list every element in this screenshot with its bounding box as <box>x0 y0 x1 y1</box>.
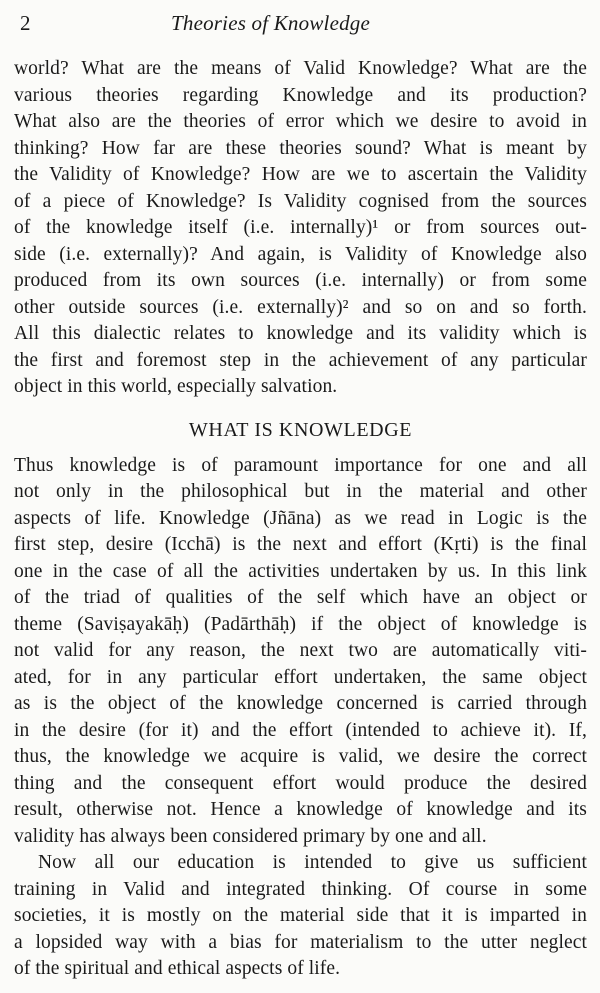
text-line: theme (Saviṣayakāḥ) (Padārthāḥ) if the object of knowledge is <box>14 613 587 635</box>
text-line: side (i.e. externally)? And again, is Validity of Knowledge also <box>14 243 587 265</box>
running-head <box>14 10 587 37</box>
text-line: thus, the knowledge we acquire is valid, we desire the correct <box>14 746 587 767</box>
running-header-title: Theories of Knowledge <box>170 11 371 35</box>
text-blocks <box>14 56 587 983</box>
text-line: What also are the theories of error which we desire to avoid in <box>14 111 587 132</box>
text-line: result, otherwise not. Hence a knowledge of knowledge and its <box>14 799 587 820</box>
text-line: validity has always been considered primary by one and all. <box>14 825 487 847</box>
text-line: the first and foremost step in the achievement of any particular <box>14 349 587 371</box>
text-line: thing and the consequent effort would produce the desired <box>14 772 587 794</box>
text-line: societies, it is mostly on the material side that it is imparted in <box>14 905 587 926</box>
text-line: not valid for any reason, the next two are automatically viti- <box>14 640 587 661</box>
text-line: of the knowledge itself (i.e. internally)¹ or from sources out- <box>14 217 587 238</box>
text-line: one in the case of all the activities undertaken by us. In this link <box>14 560 587 582</box>
text-line: as is the object of the knowledge concerned is carried through <box>14 693 587 714</box>
page-number: 2 <box>20 11 31 35</box>
text-line: Now all our education is intended to give us sufficient <box>38 852 587 873</box>
section-heading: WHAT IS KNOWLEDGE <box>188 418 413 441</box>
paragraph <box>14 56 587 401</box>
text-line: aspects of life. Knowledge (Jñāna) as we read in Logic is the <box>14 507 587 529</box>
text-line: of the spiritual and ethical aspects of life. <box>14 958 341 979</box>
text-line: first step, desire (Icchā) is the next and effort (Kṛti) is the final <box>14 534 587 555</box>
paragraph <box>14 850 587 983</box>
text-line: thinking? How far are these theories sound? What is meant by <box>14 137 587 159</box>
text-line: Thus knowledge is of paramount importance for one and all <box>14 454 587 476</box>
text-line: the Validity of Knowledge? How are we to ascertain the Validity <box>14 164 587 185</box>
text-line: other outside sources (i.e. externally)² and so on and so forth. <box>14 296 587 318</box>
text-line: produced from its own sources (i.e. internally) or from some <box>14 270 587 291</box>
text-line: not only in the philosophical but in the material and other <box>14 481 587 502</box>
text-line: of a piece of Knowledge? Is Validity cognised from the sources <box>14 190 587 212</box>
text-line: object in this world, especially salvation. <box>14 376 338 397</box>
text-line: ated, for in any particular effort undertaken, the same object <box>14 666 587 688</box>
text-line: in the desire (for it) and the effort (intended to achieve it). If, <box>14 719 587 741</box>
text-line: world? What are the means of Valid Knowledge? What are the <box>14 58 587 79</box>
paragraph <box>14 453 587 851</box>
text-line: a lopsided way with a bias for materialism to the utter neglect <box>14 931 587 953</box>
text-line: various theories regarding Knowledge and its production? <box>14 84 587 106</box>
text-line: All this dialectic relates to knowledge and its validity which is <box>14 323 587 344</box>
text-line: training in Valid and integrated thinking. Of course in some <box>14 878 587 900</box>
text-line: of the triad of qualities of the self which have an object or <box>14 587 587 608</box>
